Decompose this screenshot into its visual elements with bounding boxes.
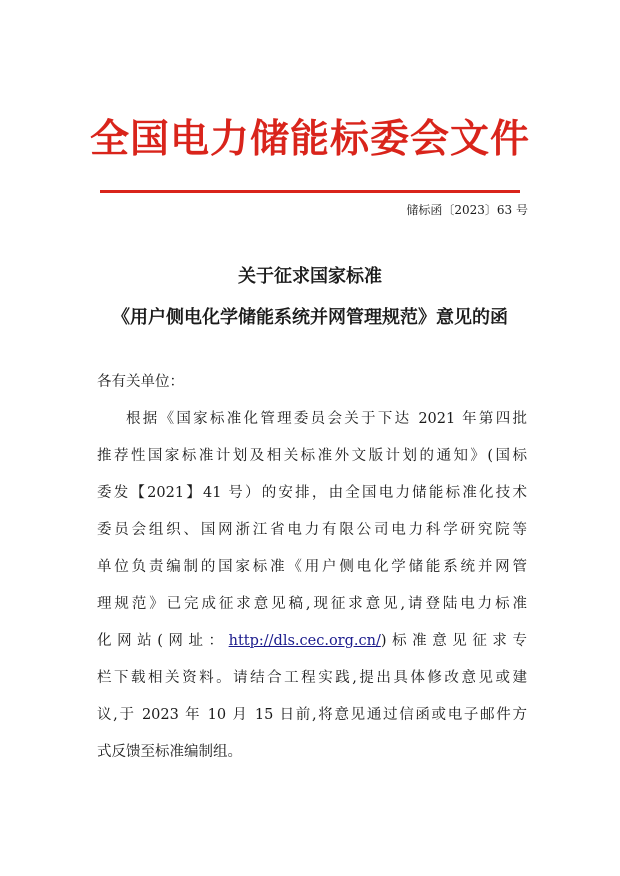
body-line-7 bbox=[97, 629, 527, 653]
body-line-7-prefix: 化网站(网址： bbox=[97, 633, 229, 649]
body-line-2: 推荐性国家标准计划及相关标准外文版计划的通知》(国标 bbox=[97, 448, 527, 464]
body-line-8: 栏下载相关资料。请结合工程实践,提出具体修改意见或建 bbox=[97, 670, 527, 686]
document-number: 储标函〔2023〕63 号 bbox=[406, 203, 528, 217]
website-link[interactable]: http://dls.cec.org.cn/ bbox=[228, 633, 381, 649]
document-masthead-title: 全国电力储能标委会文件 bbox=[89, 117, 530, 162]
salutation: 各有关单位： bbox=[97, 374, 184, 390]
body-line-6: 理规范》已完成征求意见稿,现征求意见,请登陆电力标准 bbox=[97, 596, 527, 612]
body-line-4: 委员会组织、国网浙江省电力有限公司电力科学研究院等 bbox=[97, 522, 527, 538]
body-line-10: 式反馈至标准编制组。 bbox=[97, 744, 242, 760]
body-line-9: 议,于 2023 年 10 月 15 日前,将意见通过信函或电子邮件方 bbox=[97, 707, 527, 723]
body-line-7-suffix: )标准意见征求专 bbox=[380, 633, 527, 649]
body-line-5: 单位负责编制的国家标准《用户侧电化学储能系统并网管 bbox=[97, 559, 527, 575]
body-line-1: 根据《国家标准化管理委员会关于下达 2021 年第四批 bbox=[126, 411, 527, 427]
body-line-3: 委发【2021】41 号）的安排，由全国电力储能标准化技术 bbox=[97, 485, 527, 501]
letter-title-line-1: 关于征求国家标准 bbox=[238, 266, 382, 287]
red-header-rule bbox=[100, 190, 520, 193]
letter-title-line-2: 《用户侧电化学储能系统并网管理规范》意见的函 bbox=[112, 307, 508, 328]
